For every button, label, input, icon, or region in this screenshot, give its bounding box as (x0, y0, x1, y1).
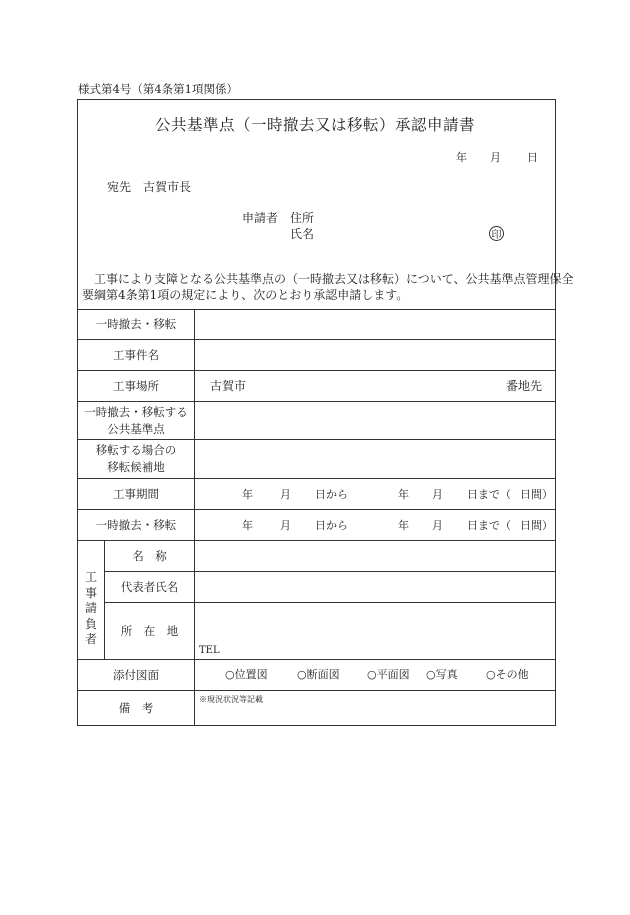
seal-mark: 印 (489, 226, 504, 241)
option-other[interactable]: ○その他 (486, 668, 529, 681)
option-location-map[interactable]: ○位置図 (225, 668, 268, 681)
label-text: 移転する場合の (95, 443, 177, 458)
removal-days: 日間） (520, 519, 553, 532)
label-text: 代表者氏名 (120, 579, 179, 594)
applicant-role: 申請者 (242, 211, 279, 225)
row-site-label (78, 371, 194, 401)
header-char: 事 (84, 585, 97, 600)
removal-month-2: 月 (432, 519, 443, 532)
removal-month-1: 月 (280, 519, 291, 532)
contractor-name-label (105, 541, 194, 571)
contractor-address-label (105, 603, 194, 659)
period-day-2: 日まで（ (467, 488, 511, 501)
removal-year-1: 年 (242, 519, 253, 532)
page-title: 公共基準点（一時撤去又は移転）承認申請書 (154, 116, 475, 134)
contractor-header (84, 570, 98, 648)
site-city: 古賀市 (210, 379, 247, 393)
removal-day-1: 日から (315, 519, 348, 532)
label-text: 公共基準点 (107, 421, 165, 436)
period-month-2: 月 (432, 488, 443, 501)
rule (194, 309, 195, 726)
label-text: 一時撤去・移転 (95, 517, 177, 532)
row-candidate-site-label (78, 440, 194, 478)
applicant-name-label: 氏名 (290, 227, 315, 241)
date-day: 日 (527, 151, 538, 164)
header-char: 工 (84, 570, 97, 584)
contractor-tel: TEL (199, 645, 220, 656)
removal-day-2: 日まで（ (467, 519, 511, 532)
row-benchmark-label (78, 402, 194, 439)
label-text: 名 称 (132, 548, 167, 563)
period-year-2: 年 (398, 488, 409, 501)
period-day-1: 日から (315, 488, 348, 501)
remarks-note: ※現況状況等記載 (199, 695, 263, 704)
row-project-name-label (78, 340, 194, 370)
label-text: 工事場所 (113, 378, 159, 393)
contractor-rep-label (105, 572, 194, 602)
option-plan-drawing[interactable]: ○平面図 (367, 668, 410, 681)
option-section-drawing[interactable]: ○断面図 (297, 668, 340, 681)
row-removal-period-label (78, 510, 194, 540)
date-month: 月 (490, 151, 501, 164)
period-year-1: 年 (242, 488, 253, 501)
label-text: 備 考 (118, 701, 154, 716)
header-char: 負 (84, 616, 97, 631)
label-text: 所 在 地 (120, 623, 179, 638)
option-photo[interactable]: ○写真 (426, 668, 458, 681)
period-days: 日間） (520, 488, 553, 501)
intro-line-1: 工事により支障となる公共基準点の（一時撤去又は移転）について、公共基準点管理保全 (94, 272, 574, 286)
applicant-address-label: 住所 (290, 211, 315, 225)
intro-line-2: 要綱第4条第1項の規定により、次のとおり承認申請します。 (82, 288, 409, 302)
attachments-label (78, 660, 194, 690)
form-number: 様式第4号（第4条第1項関係） (78, 82, 238, 96)
addressee: 宛先 古賀市長 (107, 180, 192, 194)
removal-year-2: 年 (398, 519, 409, 532)
label-text: 一時撤去・移転 (95, 317, 177, 332)
remarks-label (78, 691, 194, 726)
date-year: 年 (456, 151, 467, 164)
label-text: 一時撤去・移転する (84, 404, 188, 419)
row-period-label (78, 479, 194, 509)
row-removal-label (78, 310, 194, 339)
label-text: 移転候補地 (107, 460, 165, 474)
label-text: 工事件名 (113, 347, 159, 362)
site-suffix: 番地先 (506, 379, 543, 393)
label-text: 工事期間 (113, 486, 159, 501)
header-char: 請 (84, 601, 97, 616)
period-month-1: 月 (280, 488, 291, 501)
label-text: 添付図面 (113, 667, 159, 682)
header-char: 者 (84, 632, 97, 647)
